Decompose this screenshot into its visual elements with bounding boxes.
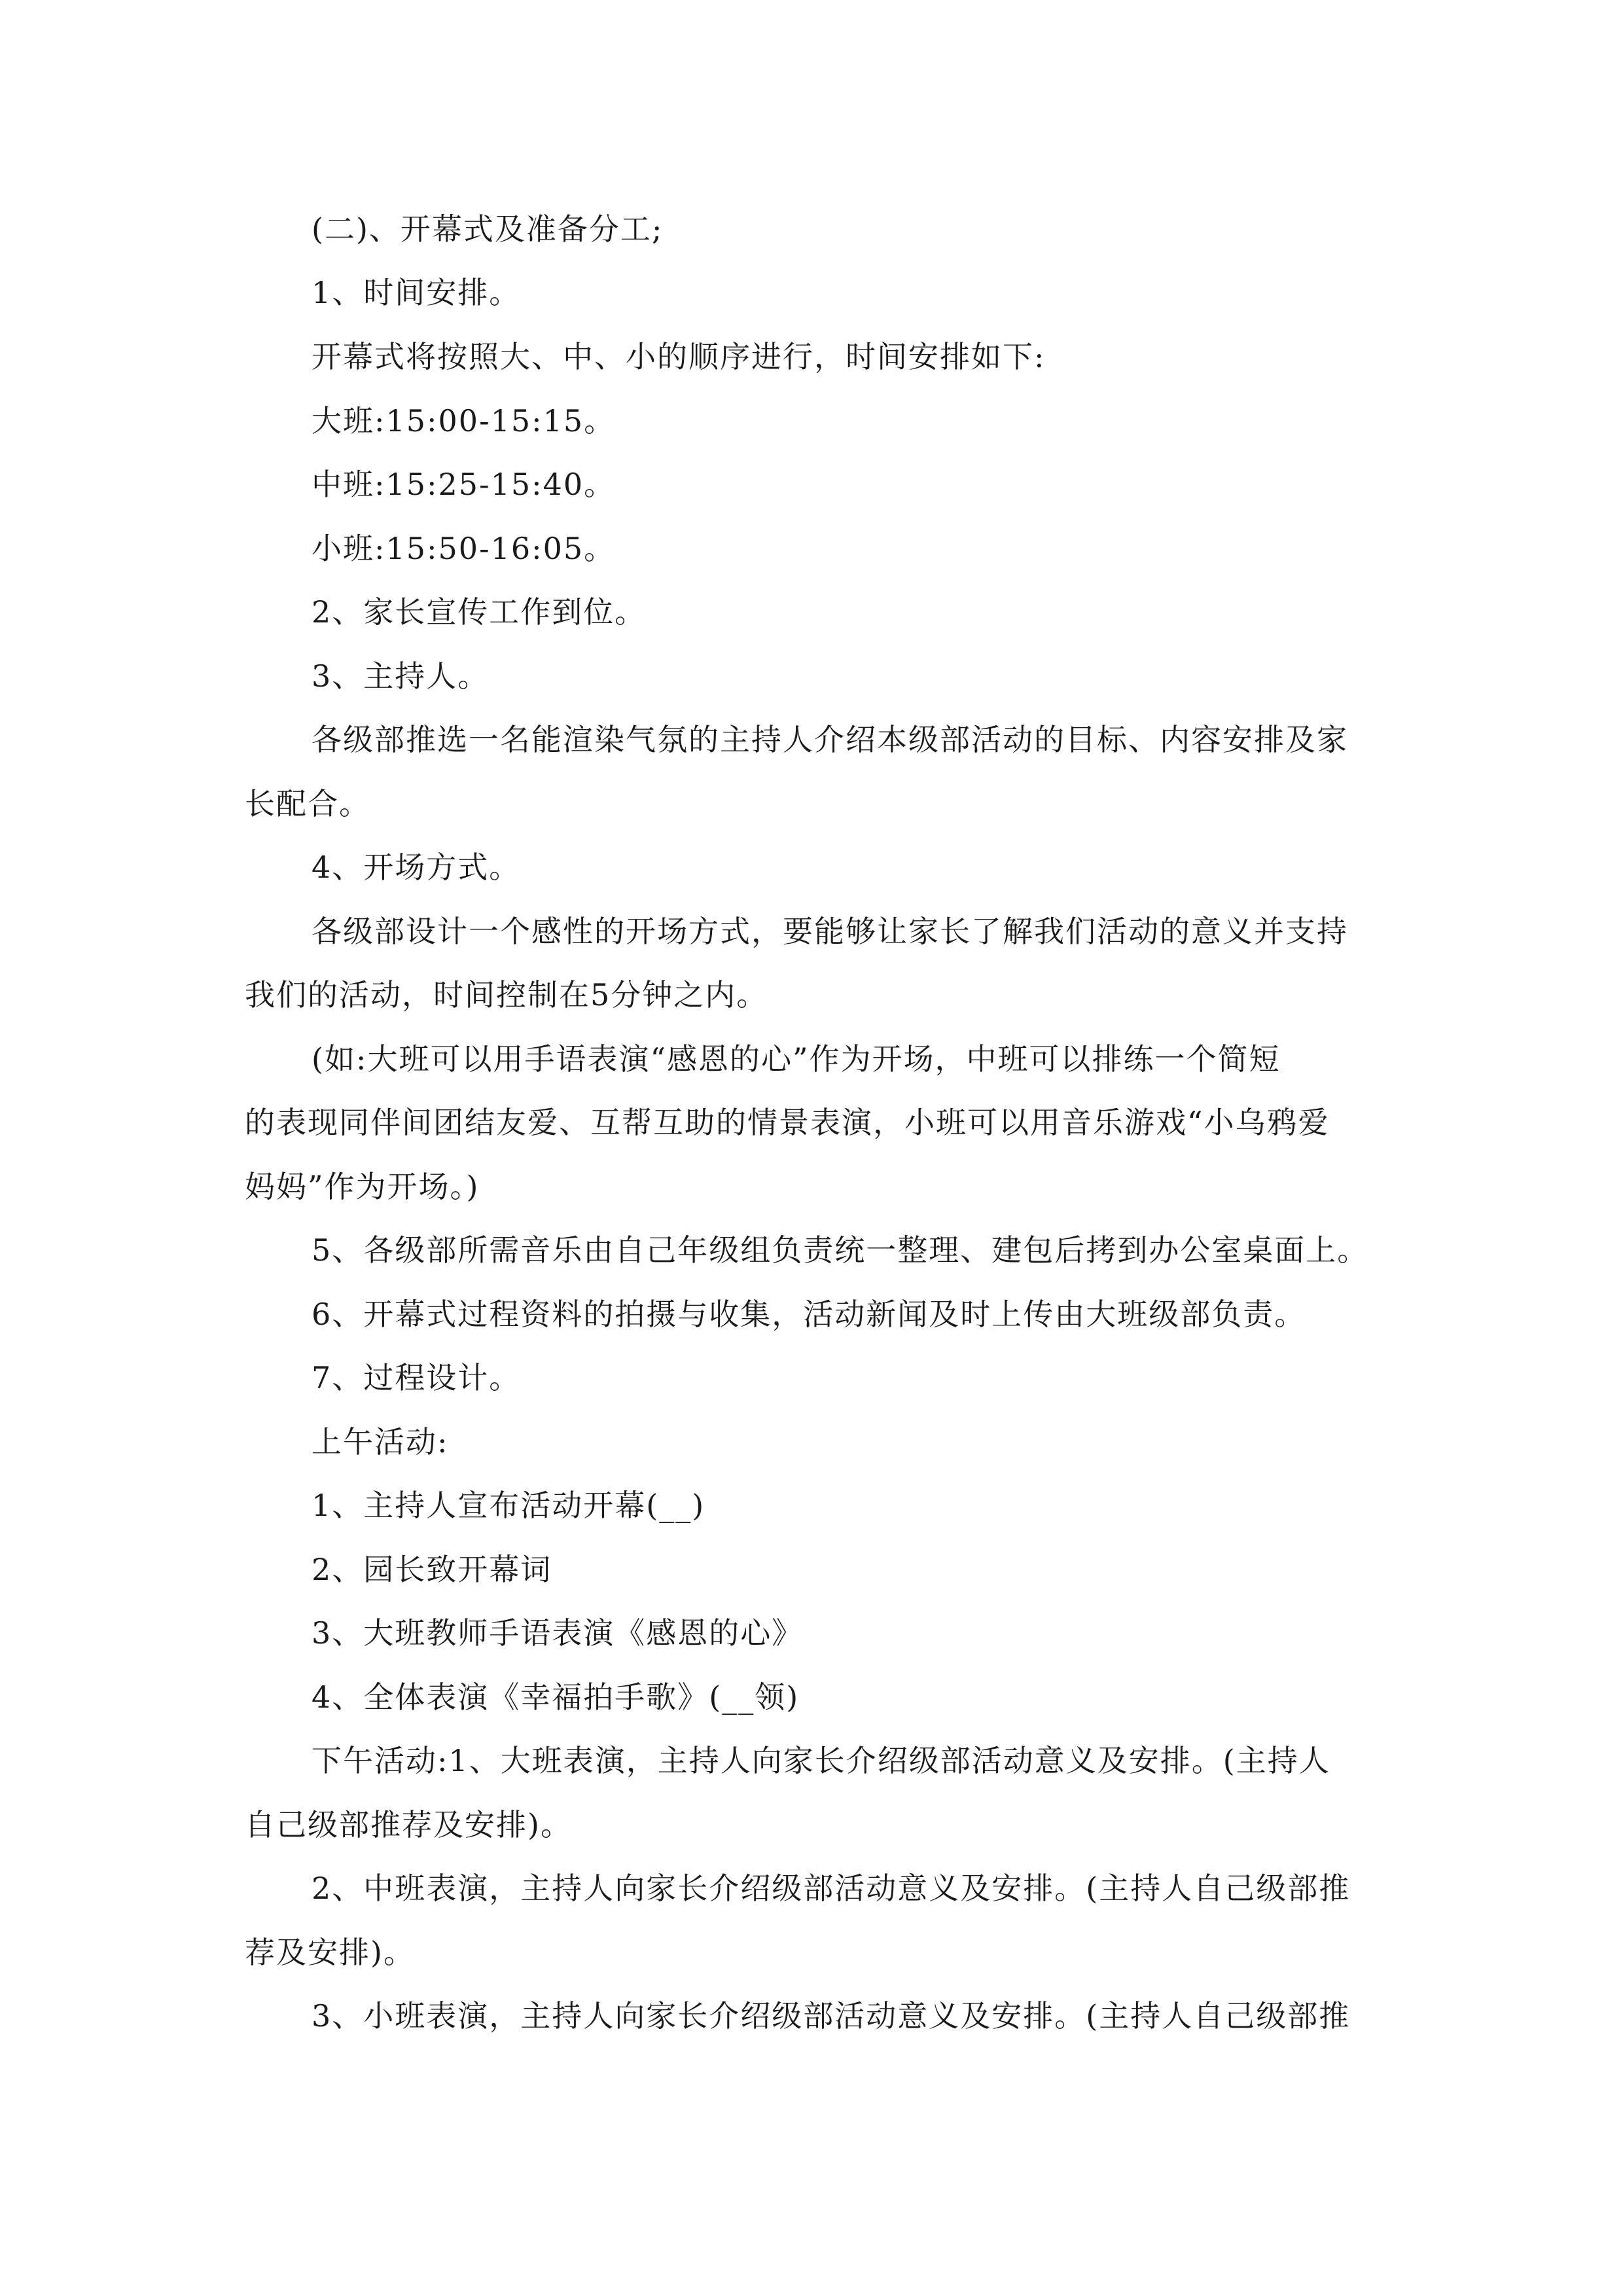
schedule-line: 中班:15:25-15:40。 bbox=[312, 467, 616, 502]
paragraph-line: 下午活动:1、大班表演，主持人向家长介绍级部活动意义及安排。(主持人 bbox=[312, 1743, 1330, 1778]
paragraph-line: (如:大班可以用手语表演“感恩的心”作为开场，中班可以排练一个简短 bbox=[312, 1041, 1281, 1077]
paragraph-line: 自己级部推荐及安排)。 bbox=[245, 1807, 572, 1842]
subsection-label: 上午活动: bbox=[312, 1424, 449, 1460]
item-heading: 5、各级部所需音乐由自己年级组负责统一整理、建包后拷到办公室桌面上。 bbox=[312, 1232, 1369, 1268]
paragraph-line: 开幕式将按照大、中、小的顺序进行，时间安排如下: bbox=[312, 339, 1046, 374]
schedule-line: 小班:15:50-16:05。 bbox=[312, 531, 616, 566]
item-heading: 2、家长宣传工作到位。 bbox=[312, 594, 647, 630]
item-heading: 6、开幕式过程资料的拍摄与收集，活动新闻及时上传由大班级部负责。 bbox=[312, 1297, 1306, 1332]
section-heading: (二)、开幕式及准备分工; bbox=[312, 211, 664, 247]
paragraph-line: 的表现同伴间团结友爱、互帮互助的情景表演，小班可以用音乐游戏“小乌鸦爱 bbox=[245, 1105, 1330, 1140]
item-heading: 3、主持人。 bbox=[312, 658, 490, 694]
paragraph-line: 长配合。 bbox=[245, 786, 370, 821]
paragraph-line: 荐及安排)。 bbox=[245, 1935, 415, 1970]
paragraph-line: 3、小班表演，主持人向家长介绍级部活动意义及安排。(主持人自己级部推 bbox=[312, 1998, 1351, 2034]
paragraph-line: 各级部设计一个感性的开场方式，要能够让家长了解我们活动的意义并支持 bbox=[312, 914, 1348, 949]
paragraph-line: 妈妈”作为开场。) bbox=[245, 1169, 480, 1204]
list-item: 3、大班教师手语表演《感恩的心》 bbox=[312, 1615, 804, 1651]
list-item: 1、主持人宣布活动开幕(__) bbox=[312, 1488, 705, 1523]
paragraph-line: 各级部推选一名能渲染气氛的主持人介绍本级部活动的目标、内容安排及家 bbox=[312, 722, 1348, 757]
list-item: 4、全体表演《幸福拍手歌》(__领) bbox=[312, 1679, 800, 1715]
item-heading: 1、时间安排。 bbox=[312, 275, 521, 310]
item-heading: 7、过程设计。 bbox=[312, 1360, 521, 1395]
list-item: 2、园长致开幕词 bbox=[312, 1552, 552, 1587]
schedule-line: 大班:15:00-15:15。 bbox=[312, 403, 616, 439]
paragraph-line: 2、中班表演，主持人向家长介绍级部活动意义及安排。(主持人自己级部推 bbox=[312, 1871, 1351, 1906]
paragraph-line: 我们的活动，时间控制在5分钟之内。 bbox=[245, 977, 768, 1013]
item-heading: 4、开场方式。 bbox=[312, 850, 521, 885]
